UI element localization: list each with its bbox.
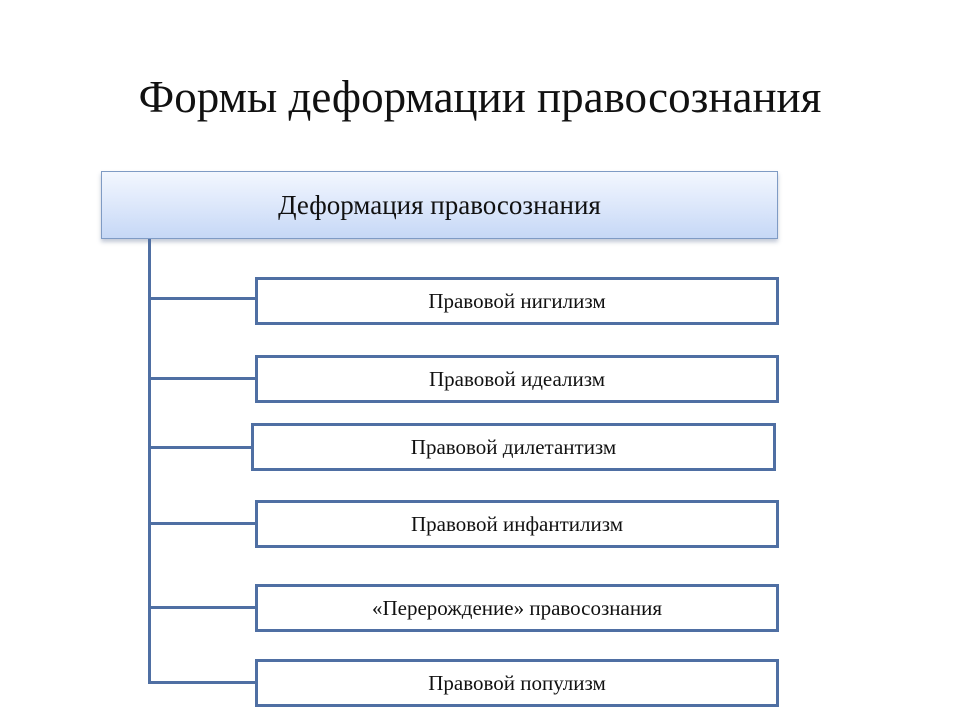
node-legal-infantilism [255, 500, 779, 548]
node-legal-populism [255, 659, 779, 707]
root-node [101, 171, 778, 239]
branch-connector-2 [148, 377, 256, 380]
root-node-label: Деформация правосознания [278, 189, 601, 220]
node-label: Правовой дилетантизм [410, 434, 617, 459]
node-label: «Перерождение» правосознания [371, 595, 662, 620]
branch-connector-4 [148, 522, 256, 525]
node-label: Правовой нигилизм [428, 288, 606, 313]
node-legal-idealism [255, 355, 779, 403]
branch-connector-3 [148, 446, 252, 449]
slide-title: Формы деформации правосознания [138, 72, 822, 122]
node-legal-consciousness-degeneration [255, 584, 779, 632]
node-legal-dilettantism [251, 423, 776, 471]
node-label: Правовой идеализм [428, 366, 606, 391]
vertical-connector [148, 239, 151, 683]
node-legal-nihilism [255, 277, 779, 325]
node-label: Правовой популизм [428, 670, 606, 695]
branch-connector-1 [148, 297, 256, 300]
node-label: Правовой инфантилизм [410, 511, 624, 536]
branch-connector-5 [148, 606, 256, 609]
branch-connector-6 [148, 681, 256, 684]
